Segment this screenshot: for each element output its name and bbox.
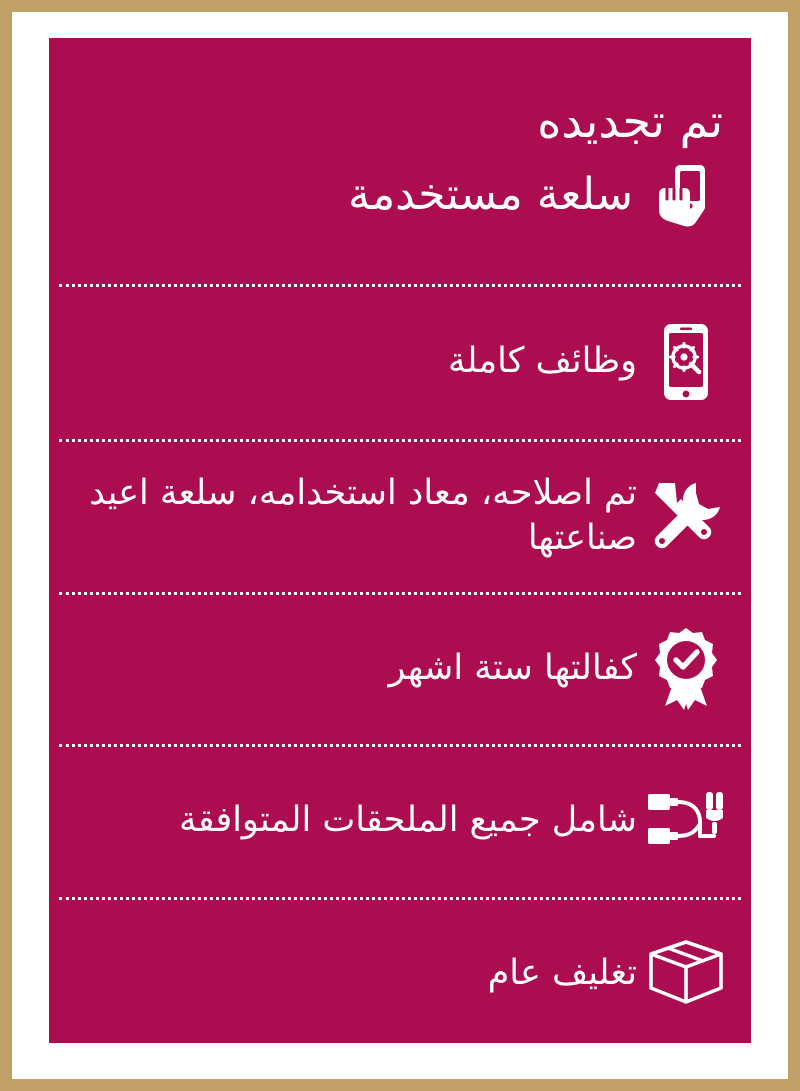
feature-label-1: سلعة مستخدمة	[348, 169, 633, 221]
white-frame	[12, 12, 788, 1079]
feature-row-6	[49, 897, 751, 1049]
hand-holding-phone-icon	[639, 158, 725, 234]
package-box-icon	[643, 936, 729, 1010]
feature-label-4: كفالتها ستة اشهر	[388, 647, 637, 688]
wrench-screwdriver-tools-icon	[643, 479, 729, 553]
refurbished-info-card	[49, 38, 751, 1043]
feature-row-4	[49, 592, 751, 744]
cables-accessories-icon	[643, 784, 729, 858]
feature-label-5: شامل جميع الملحقات المتوافقة	[179, 800, 637, 841]
feature-row-5	[49, 744, 751, 897]
page-title: تم تجديده	[537, 94, 723, 148]
feature-row-1	[67, 158, 729, 234]
feature-label-3: تم اصلاحه، معاد استخدامه، سلعة اعيد صناعتها	[89, 472, 637, 558]
warranty-badge-check-icon	[643, 626, 729, 710]
card-header-row	[49, 38, 751, 284]
feature-row-3	[49, 439, 751, 592]
feature-label-6: تغليف عام	[487, 952, 637, 993]
feature-row-2	[49, 284, 751, 439]
feature-label-2: وظائف كاملة	[448, 341, 637, 382]
phone-gear-search-icon	[643, 319, 729, 405]
